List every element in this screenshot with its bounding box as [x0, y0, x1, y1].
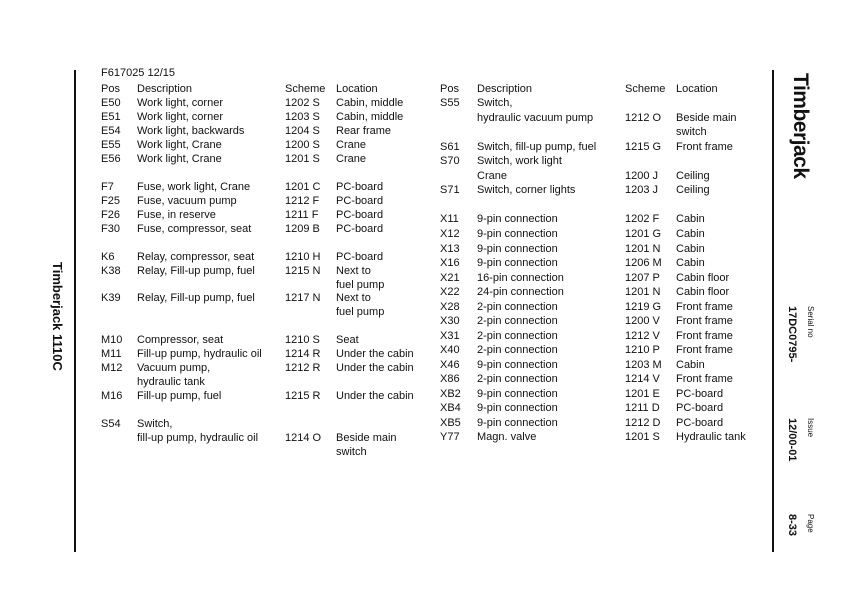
cell-scheme: 1200 V — [625, 315, 660, 327]
cell-description: Fuse, compressor, seat — [137, 223, 252, 235]
cell-location: PC-board — [676, 402, 724, 414]
cell-scheme: 1207 P — [625, 272, 660, 284]
side-model-label: Timberjack 1110C — [50, 262, 65, 371]
cell-description: hydraulic tank — [137, 376, 205, 388]
cell-description: Work light, backwards — [137, 125, 245, 137]
cell-description: Crane — [477, 170, 507, 182]
cell-description: Relay, Fill-up pump, fuel — [137, 292, 255, 304]
cell-location: Next to — [336, 292, 371, 304]
cell-description: Work light, Crane — [137, 153, 222, 165]
cell-scheme: 1214 V — [625, 373, 660, 385]
cell-location: PC-board — [336, 195, 384, 207]
cell-description: 9-pin connection — [477, 257, 558, 269]
cell-scheme: 1201 C — [285, 181, 321, 193]
serial-label: Serial no — [806, 306, 815, 338]
cell-description: Fuse, vacuum pump — [137, 195, 237, 207]
cell-description: Work light, Crane — [137, 139, 222, 151]
cell-location: Ceiling — [676, 170, 710, 182]
cell-pos: X21 — [440, 272, 460, 284]
cell-pos: M10 — [101, 334, 123, 346]
cell-description: 9-pin connection — [477, 417, 558, 429]
issue-value: 12/00-01 — [786, 418, 798, 462]
header-scheme: Scheme — [625, 83, 666, 95]
cell-scheme: 1212 V — [625, 330, 660, 342]
cell-pos: F25 — [101, 195, 120, 207]
page-value: 8-33 — [786, 514, 798, 537]
cell-scheme: 1201 G — [625, 228, 662, 240]
cell-pos: K38 — [101, 265, 121, 277]
cell-location: Front frame — [676, 315, 733, 327]
cell-description: Fuse, in reserve — [137, 209, 216, 221]
cell-description: 9-pin connection — [477, 243, 558, 255]
cell-scheme: 1212 O — [625, 112, 662, 124]
cell-scheme: 1202 S — [285, 97, 320, 109]
cell-pos: E56 — [101, 153, 121, 165]
cell-scheme: 1206 M — [625, 257, 662, 269]
header-description: Description — [137, 83, 193, 95]
cell-pos: K39 — [101, 292, 121, 304]
cell-scheme: 1201 S — [285, 153, 320, 165]
cell-description: Switch, — [137, 418, 173, 430]
right-component-table — [440, 82, 770, 472]
header-location: Location — [336, 83, 378, 95]
cell-description: fill-up pump, hydraulic oil — [137, 432, 259, 444]
cell-pos: X40 — [440, 344, 460, 356]
cell-description: 24-pin connection — [477, 286, 564, 298]
cell-scheme: 1204 S — [285, 125, 320, 137]
cell-pos: XB5 — [440, 417, 461, 429]
cell-location: Under the cabin — [336, 390, 414, 402]
cell-scheme: 1214 O — [285, 432, 322, 444]
cell-location: PC-board — [336, 223, 384, 235]
cell-pos: S70 — [440, 155, 460, 167]
cell-pos: F26 — [101, 209, 120, 221]
cell-scheme: 1214 R — [285, 348, 321, 360]
cell-description: 2-pin connection — [477, 344, 558, 356]
cell-pos: X30 — [440, 315, 460, 327]
issue-label: Issue — [806, 418, 815, 438]
cell-description: 9-pin connection — [477, 388, 558, 400]
cell-location: switch — [336, 446, 367, 458]
cell-description: Switch, fill-up pump, fuel — [477, 141, 597, 153]
cell-pos: S61 — [440, 141, 460, 153]
cell-description: Relay, Fill-up pump, fuel — [137, 265, 255, 277]
cell-description: hydraulic vacuum pump — [477, 112, 594, 124]
cell-pos: K6 — [101, 251, 115, 263]
cell-scheme: 1210 S — [285, 334, 320, 346]
cell-pos: E54 — [101, 125, 121, 137]
cell-pos: F7 — [101, 181, 114, 193]
cell-pos: X16 — [440, 257, 460, 269]
document-code: F617025 12/15 — [101, 67, 176, 79]
cell-scheme: 1211 F — [285, 209, 319, 221]
header-scheme: Scheme — [285, 83, 326, 95]
cell-description: 2-pin connection — [477, 330, 558, 342]
cell-pos: M12 — [101, 362, 123, 374]
cell-pos: E55 — [101, 139, 121, 151]
cell-description: Magn. valve — [477, 431, 537, 443]
cell-description: 16-pin connection — [477, 272, 564, 284]
cell-pos: X28 — [440, 301, 460, 313]
cell-scheme: 1210 H — [285, 251, 321, 263]
cell-location: Cabin floor — [676, 272, 730, 284]
cell-scheme: 1209 B — [285, 223, 320, 235]
brand-logo: Timberjack — [789, 73, 812, 179]
cell-location: fuel pump — [336, 279, 385, 291]
cell-pos: M16 — [101, 390, 123, 402]
cell-pos: Y77 — [440, 431, 460, 443]
cell-location: PC-board — [336, 251, 384, 263]
cell-scheme: 1212 D — [625, 417, 661, 429]
cell-location: Cabin — [676, 243, 705, 255]
cell-location: Seat — [336, 334, 359, 346]
cell-scheme: 1200 S — [285, 139, 320, 151]
cell-location: Cabin — [676, 213, 705, 225]
cell-scheme: 1215 R — [285, 390, 321, 402]
cell-pos: X12 — [440, 228, 460, 240]
cell-scheme: 1219 G — [625, 301, 662, 313]
header-location: Location — [676, 83, 718, 95]
cell-description: 2-pin connection — [477, 373, 558, 385]
cell-description: Work light, corner — [137, 97, 223, 109]
cell-scheme: 1201 S — [625, 431, 660, 443]
cell-location: Crane — [336, 153, 366, 165]
cell-scheme: 1215 G — [625, 141, 662, 153]
page-label: Page — [806, 514, 815, 533]
cell-pos: E50 — [101, 97, 121, 109]
cell-scheme: 1212 R — [285, 362, 321, 374]
cell-pos: X46 — [440, 359, 460, 371]
cell-location: PC-board — [676, 388, 724, 400]
cell-pos: XB4 — [440, 402, 461, 414]
cell-location: Beside main — [336, 432, 397, 444]
cell-location: fuel pump — [336, 306, 385, 318]
cell-description: 9-pin connection — [477, 228, 558, 240]
cell-pos: S54 — [101, 418, 121, 430]
cell-scheme: 1203 M — [625, 359, 662, 371]
cell-pos: F30 — [101, 223, 120, 235]
cell-location: Cabin — [676, 359, 705, 371]
cell-pos: X13 — [440, 243, 460, 255]
left-divider-rule — [74, 70, 76, 552]
cell-description: Compressor, seat — [137, 334, 224, 346]
serial-value: 17DC0795- — [786, 306, 798, 363]
cell-location: switch — [676, 126, 707, 138]
cell-location: Ceiling — [676, 184, 710, 196]
cell-location: Beside main — [676, 112, 737, 124]
cell-location: PC-board — [676, 417, 724, 429]
cell-description: Fuse, work light, Crane — [137, 181, 251, 193]
cell-description: Relay, compressor, seat — [137, 251, 255, 263]
cell-description: Switch, — [477, 97, 513, 109]
header-pos: Pos — [440, 83, 459, 95]
cell-scheme: 1203 J — [625, 184, 659, 196]
header-pos: Pos — [101, 83, 120, 95]
cell-location: Cabin — [676, 228, 705, 240]
cell-scheme: 1203 S — [285, 111, 320, 123]
cell-scheme: 1202 F — [625, 213, 660, 225]
left-component-table — [101, 82, 431, 472]
cell-location: Cabin, middle — [336, 97, 404, 109]
cell-location: Under the cabin — [336, 362, 414, 374]
cell-pos: X86 — [440, 373, 460, 385]
cell-location: Under the cabin — [336, 348, 414, 360]
cell-pos: XB2 — [440, 388, 461, 400]
cell-pos: S55 — [440, 97, 460, 109]
cell-location: Front frame — [676, 330, 733, 342]
cell-scheme: 1215 N — [285, 265, 321, 277]
cell-location: Cabin floor — [676, 286, 730, 298]
cell-location: PC-board — [336, 209, 384, 221]
cell-scheme: 1210 P — [625, 344, 660, 356]
cell-scheme: 1201 N — [625, 243, 661, 255]
cell-location: PC-board — [336, 181, 384, 193]
cell-pos: S71 — [440, 184, 460, 196]
right-divider-rule — [772, 70, 774, 552]
cell-description: 2-pin connection — [477, 315, 558, 327]
cell-description: 9-pin connection — [477, 213, 558, 225]
cell-location: Front frame — [676, 301, 733, 313]
cell-description: Fill-up pump, fuel — [137, 390, 222, 402]
cell-location: Cabin, middle — [336, 111, 404, 123]
cell-description: Switch, corner lights — [477, 184, 576, 196]
cell-scheme: 1201 N — [625, 286, 661, 298]
cell-pos: X22 — [440, 286, 460, 298]
cell-location: Front frame — [676, 141, 733, 153]
cell-description: 9-pin connection — [477, 359, 558, 371]
cell-scheme: 1212 F — [285, 195, 320, 207]
cell-location: Crane — [336, 139, 366, 151]
cell-location: Front frame — [676, 344, 733, 356]
cell-description: Work light, corner — [137, 111, 223, 123]
cell-scheme: 1211 D — [625, 402, 660, 414]
cell-location: Hydraulic tank — [676, 431, 746, 443]
cell-description: 9-pin connection — [477, 402, 558, 414]
cell-location: Next to — [336, 265, 371, 277]
cell-pos: X11 — [440, 213, 459, 225]
header-description: Description — [477, 83, 533, 95]
cell-description: Switch, work light — [477, 155, 562, 167]
cell-pos: E51 — [101, 111, 121, 123]
cell-pos: M11 — [101, 348, 122, 360]
cell-location: Cabin — [676, 257, 705, 269]
cell-pos: X31 — [440, 330, 460, 342]
cell-description: Vacuum pump, — [137, 362, 211, 374]
cell-description: 2-pin connection — [477, 301, 558, 313]
cell-description: Fill-up pump, hydraulic oil — [137, 348, 262, 360]
cell-scheme: 1200 J — [625, 170, 659, 182]
cell-scheme: 1217 N — [285, 292, 321, 304]
cell-scheme: 1201 E — [625, 388, 660, 400]
cell-location: Front frame — [676, 373, 733, 385]
cell-location: Rear frame — [336, 125, 392, 137]
